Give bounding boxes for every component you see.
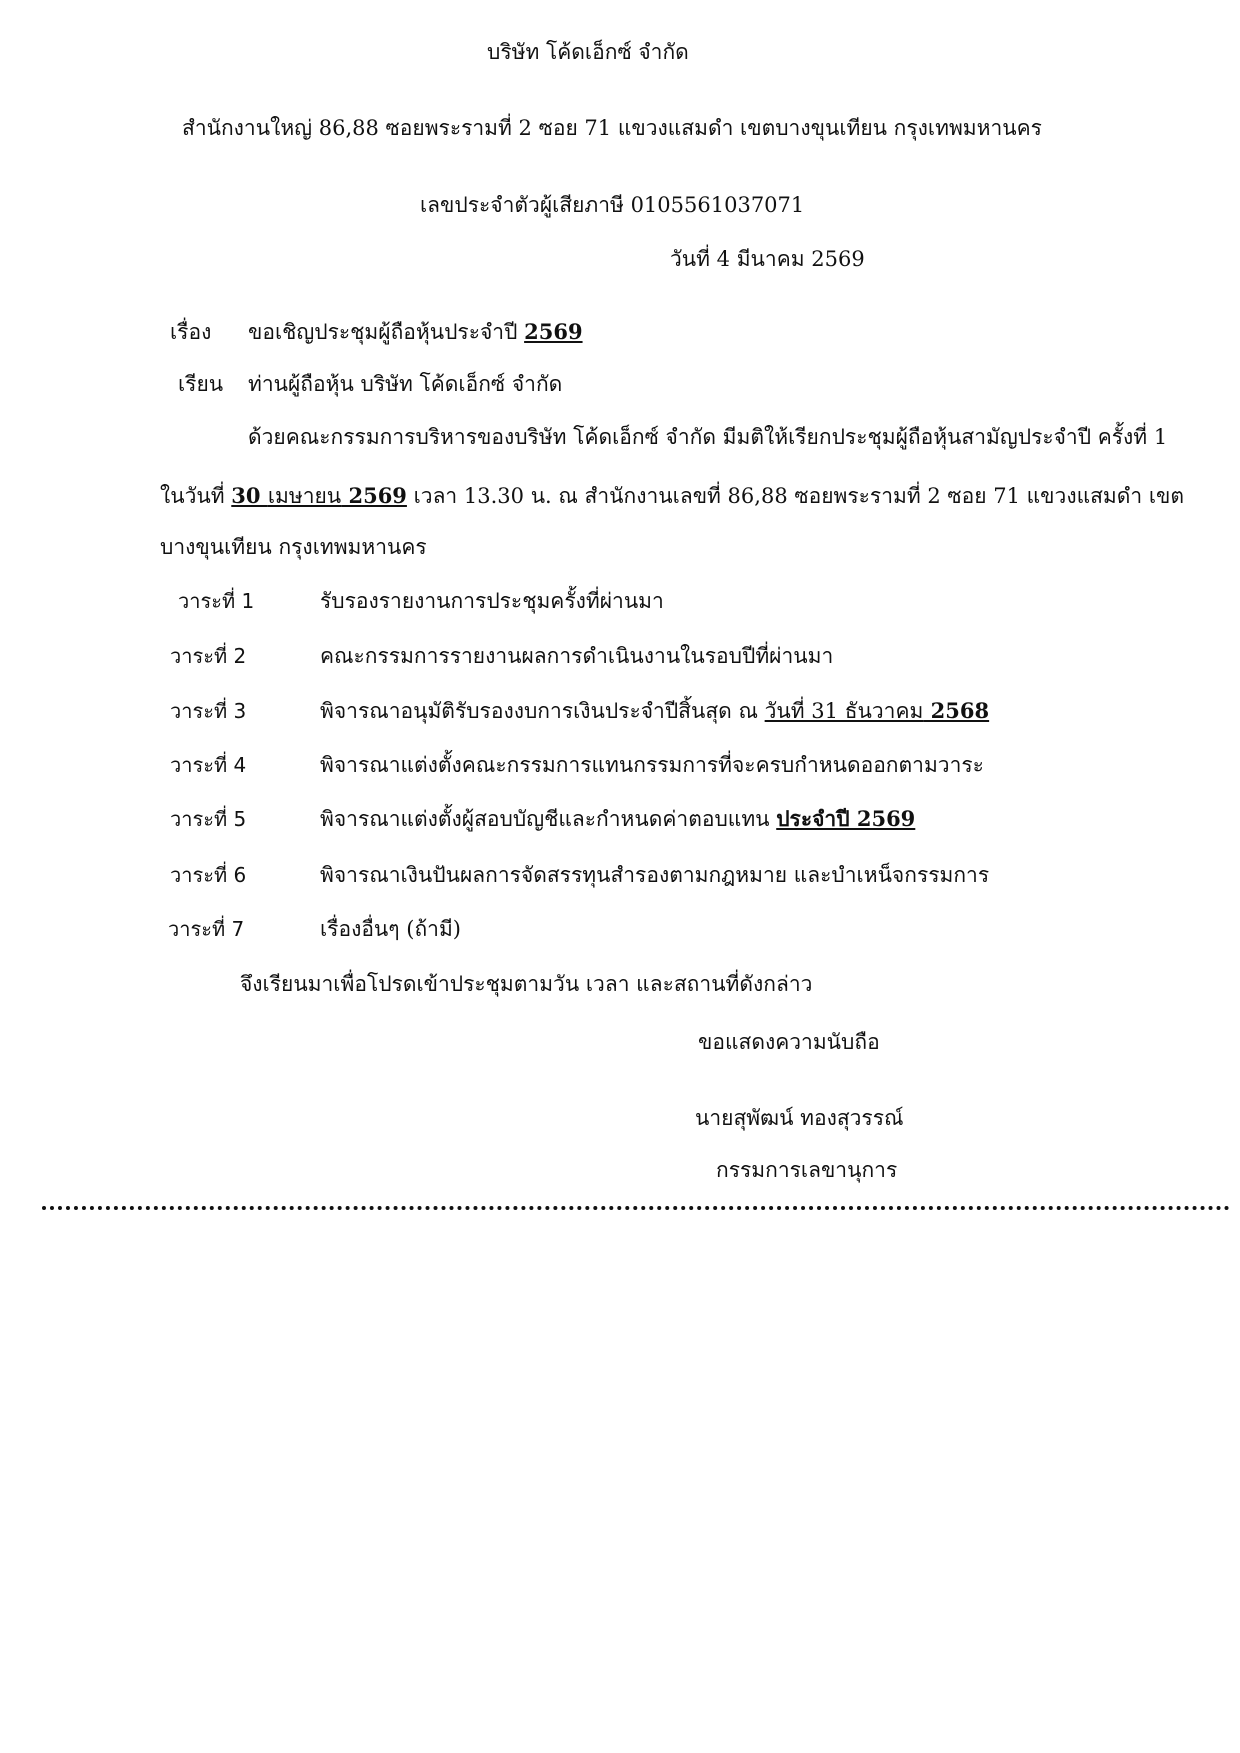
meeting-date-day: 30 [231, 483, 268, 508]
recipient-text: ท่านผู้ถือหุ้น บริษัท โค้ดเอ็กซ์ จำกัด [248, 372, 563, 396]
agenda-text-7: เรื่องอื่นๆ (ถ้ามี) [320, 917, 461, 941]
body-line-1: ด้วยคณะกรรมการบริหารของบริษัท โค้ดเอ็กซ์ จำกัด มีมติให้เรียกประชุมผู้ถือหุ้นสามัญประจำปี ครั้งที่ 1 [248, 425, 1168, 449]
dotted-separator [42, 1206, 1230, 1210]
agenda-label-7: วาระที่ 7 [168, 917, 245, 941]
signer-title: กรรมการเลขานุการ [716, 1158, 898, 1182]
agenda-label-2: วาระที่ 2 [170, 644, 247, 668]
agenda-label-4: วาระที่ 4 [170, 753, 247, 777]
agenda-5-year: ประจำปี 2569 [776, 806, 916, 831]
subject-year: 2569 [524, 319, 583, 344]
agenda-3-year: 2568 [923, 698, 990, 723]
subject-label: เรื่อง [170, 320, 212, 344]
agenda-label-3: วาระที่ 3 [170, 699, 247, 723]
closing-regards: ขอแสดงความนับถือ [698, 1030, 880, 1054]
tax-id: เลขประจำตัวผู้เสียภาษี 0105561037071 [420, 193, 805, 217]
agenda-label-5: วาระที่ 5 [170, 807, 247, 831]
agenda-text-6: พิจารณาเงินปันผลการจัดสรรทุนสำรองตามกฎหมาย และบำเหน็จกรรมการ [320, 863, 990, 887]
signer-name: นายสุพัฒน์ ทองสุวรรณ์ [695, 1106, 904, 1130]
agenda-text-2: คณะกรรมการรายงานผลการดำเนินงานในรอบปีที่ผ่านมา [320, 644, 834, 668]
agenda-text-4: พิจารณาแต่งตั้งคณะกรรมการแทนกรรมการที่จะครบกำหนดออกตามวาระ [320, 753, 984, 777]
body-line-2 [160, 482, 1184, 510]
meeting-time-place: เวลา 13.30 น. ณ สำนักงานเลขที่ 86,88 ซอยพระรามที่ 2 ซอย 71 แขวงแสมดำ เขต [406, 484, 1185, 508]
meeting-date-year: 2569 [341, 483, 407, 508]
subject-text: ขอเชิญประชุมผู้ถือหุ้นประจำปี [248, 320, 525, 344]
meeting-date-month: เมษายน [267, 484, 342, 508]
closing-invite: จึงเรียนมาเพื่อโปรดเข้าประชุมตามวัน เวลา และสถานที่ดังกล่าว [240, 972, 813, 996]
agenda-3-date: วันที่ 31 ธันวาคม [764, 699, 924, 723]
subject-line [248, 318, 583, 346]
agenda-label-6: วาระที่ 6 [170, 863, 247, 887]
agenda-text-5 [320, 805, 915, 833]
agenda-text-3 [320, 697, 989, 725]
body-line-3: บางขุนเทียน กรุงเทพมหานคร [160, 535, 427, 559]
agenda-5-text: พิจารณาแต่งตั้งผู้สอบบัญชีและกำหนดค่าตอบแทน [320, 807, 777, 831]
letter-date: วันที่ 4 มีนาคม 2569 [670, 247, 865, 271]
recipient-label: เรียน [178, 372, 224, 396]
agenda-label-1: วาระที่ 1 [178, 589, 255, 613]
agenda-text-1: รับรองรายงานการประชุมครั้งที่ผ่านมา [320, 589, 664, 613]
company-name: บริษัท โค้ดเอ็กซ์ จำกัด [487, 40, 689, 64]
company-address: สำนักงานใหญ่ 86,88 ซอยพระรามที่ 2 ซอย 71 แขวงแสมดำ เขตบางขุนเทียน กรุงเทพมหานคร [182, 116, 1042, 140]
agenda-3-text: พิจารณาอนุมัติรับรองงบการเงินประจำปีสิ้นสุด ณ [320, 699, 765, 723]
meeting-date-prefix: ในวันที่ [160, 484, 232, 508]
